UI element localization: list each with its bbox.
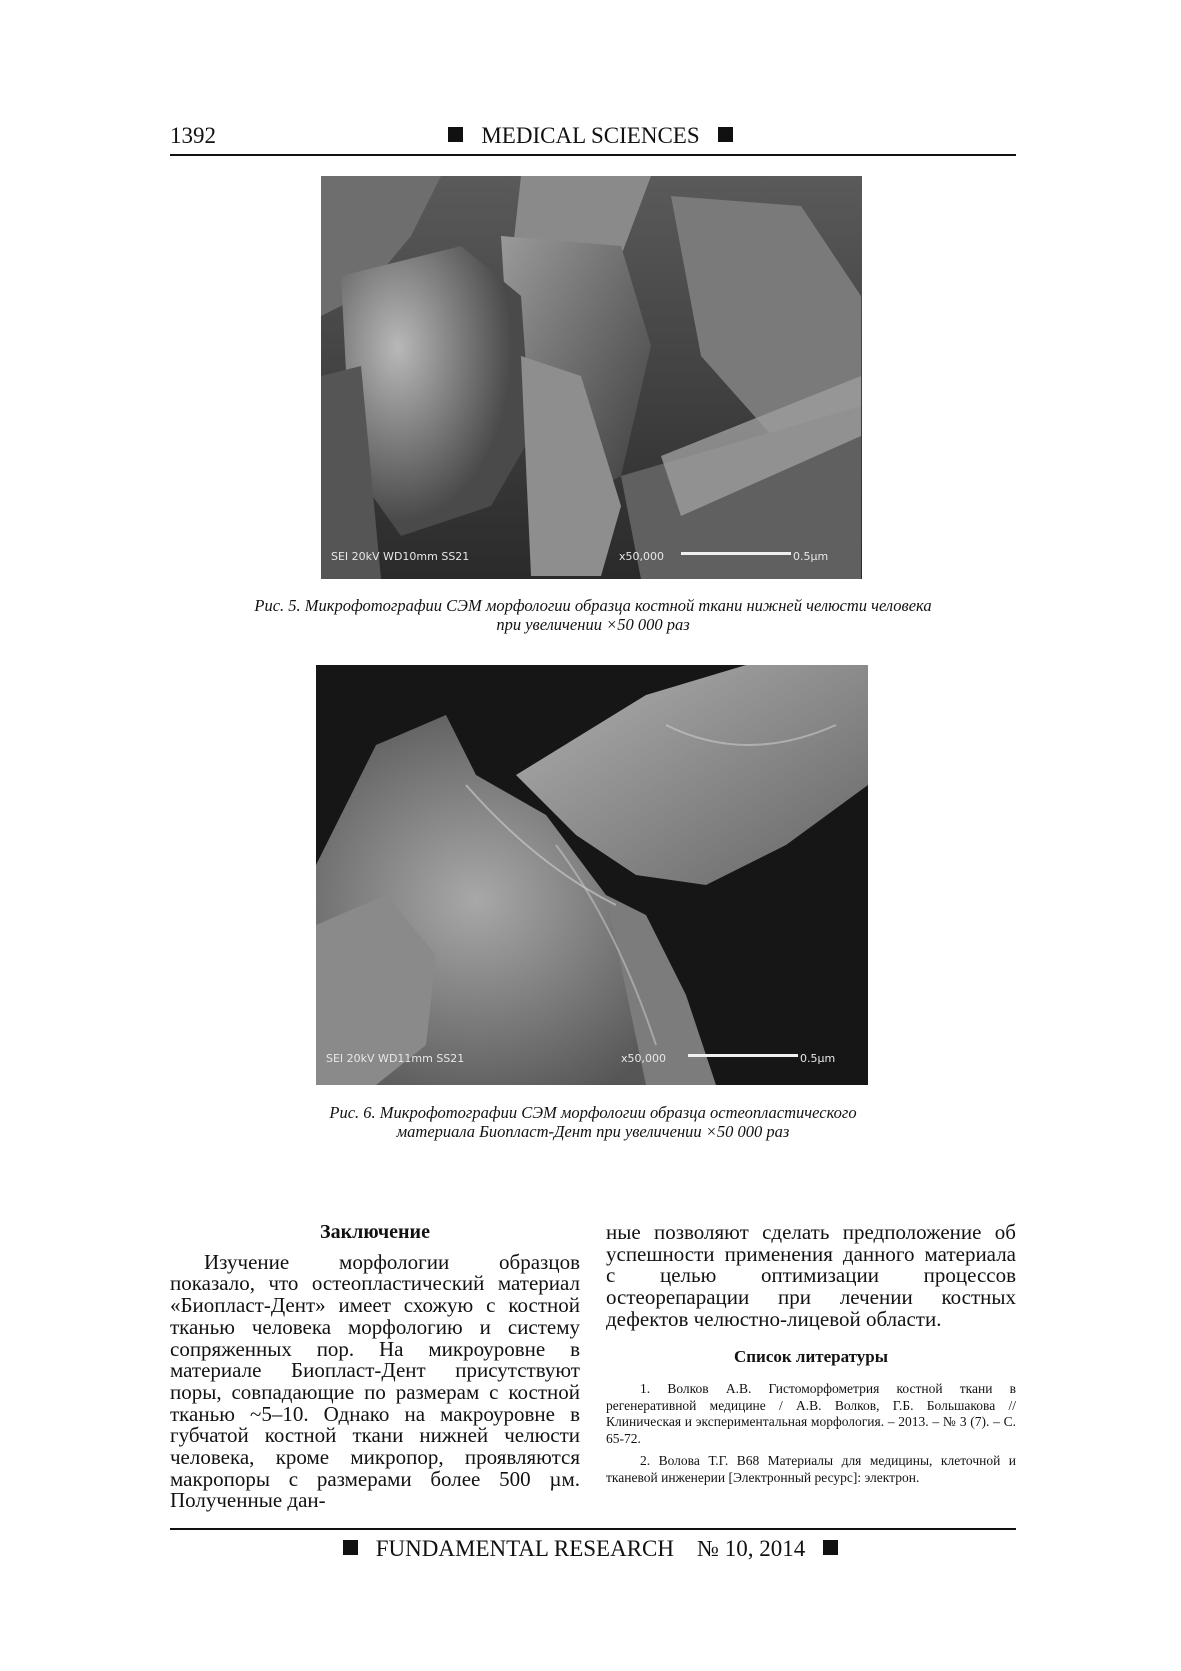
- scale-label: 0.5µm: [800, 1052, 836, 1065]
- section-title: MEDICAL SCIENCES: [481, 123, 700, 148]
- square-bullet-icon: [718, 127, 733, 142]
- square-bullet-icon: [823, 1540, 838, 1555]
- sem-info-label: SEI 20kV WD11mm SS21: [326, 1052, 465, 1065]
- right-column: [606, 1222, 1016, 1486]
- left-column: [170, 1222, 580, 1512]
- scale-bar: [688, 1054, 798, 1057]
- figure-5-caption: Рис. 5. Микрофотографии СЭМ морфологии образца костной ткани нижней челюсти человека при увеличении ×50 000 раз: [254, 596, 932, 634]
- reference-item: 1. Волков А.В. Гистоморфометрия костной ткани в регенеративной медицине / А.В. Волков, Г.Б. Большакова // Клиническая и экспериментальная морфология. – 2013. – № 3 (7). – С. 65-72.: [606, 1381, 1016, 1446]
- magnification-label: x50,000: [619, 550, 664, 563]
- figure-6-caption: Рис. 6. Микрофотографии СЭМ морфологии образца остеопластического материала Биопласт-Дент при увеличении ×50 000 раз: [329, 1103, 857, 1141]
- references-heading: Список литературы: [733, 1346, 889, 1366]
- header-rule: [170, 154, 1016, 156]
- figure-5-sem-image: [321, 176, 862, 579]
- issue-number: № 10, 2014: [697, 1536, 806, 1561]
- scale-bar: [681, 552, 791, 555]
- scale-label: 0.5µm: [793, 550, 829, 563]
- conclusion-paragraph-continued: ные позволяют сделать предположение об успешности применения данного материала с целью оптимизации процессов остеорепарации при лечении костных дефектов челюстно-лицевой области.: [606, 1220, 1016, 1331]
- sem-info-label: SEI 20kV WD10mm SS21: [331, 550, 470, 563]
- journal-name: FUNDAMENTAL RESEARCH: [375, 1536, 675, 1561]
- footer-rule: [170, 1528, 1016, 1530]
- reference-item: 2. Волова Т.Г. В68 Материалы для медицины, клеточной и тканевой инженерии [Электронный ресурс]: электрон.: [606, 1453, 1016, 1485]
- conclusion-paragraph: Изучение морфологии образцов показало, что остеопластический материал «Биопласт-Дент» имеет схожую с костной тканью человека морфологию и систему сопряженных пор. На микроуровне в материале Биопласт-Дент присутствуют поры, совпадающие по размерам с костной тканью ~5–10. Однако на макроуровне в губчатой костной ткани нижней челюсти человека, кроме микропор, проявляются макропоры с размерами более 500 µм. Полученные дан-: [170, 1249, 580, 1513]
- square-bullet-icon: [448, 127, 463, 142]
- journal-section-header: [0, 123, 1181, 149]
- magnification-label: x50,000: [621, 1052, 666, 1065]
- journal-footer: [0, 1536, 1181, 1562]
- section-heading: Заключение: [320, 1221, 430, 1243]
- figure-6-sem-image: [316, 665, 868, 1085]
- square-bullet-icon: [343, 1540, 358, 1555]
- page-number: 1392: [170, 123, 216, 148]
